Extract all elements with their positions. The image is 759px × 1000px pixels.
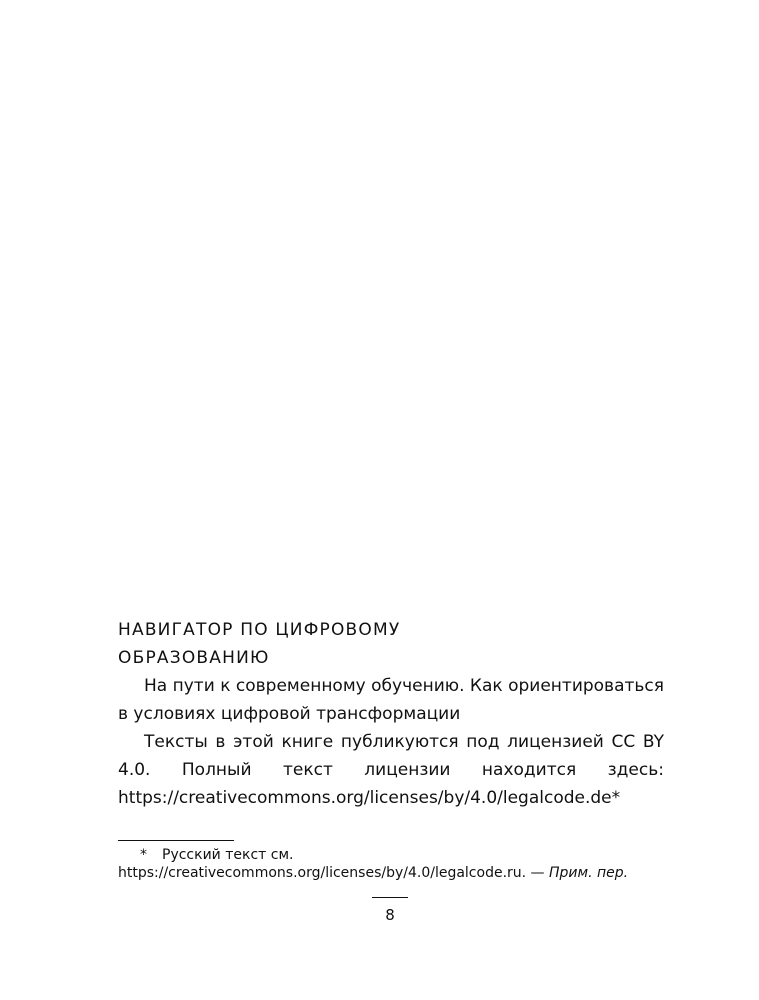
license-text: Тексты в этой книге публикуются под лицензией CC BY 4.0. Полный текст лицензии находится здесь: https://creativecommons.org/licenses/by/4.0/legalcode.de* — [118, 732, 664, 808]
page-number: 8 — [385, 906, 395, 924]
translator-note: Прим. пер. — [549, 865, 629, 881]
page-number-divider — [372, 897, 408, 898]
footnote-text: Русский текст см. https://creativecommons.org/licenses/by/4.0/legalcode.ru. — — [118, 847, 549, 881]
footnote — [118, 846, 664, 882]
title-block — [118, 616, 664, 812]
book-title-line-2: ОБРАЗОВАНИЮ — [118, 648, 270, 668]
footnote-marker: * — [140, 847, 147, 863]
book-subtitle: На пути к современному обучению. Как ориентироваться в условиях цифровой трансформации — [118, 676, 664, 724]
footnote-divider — [118, 840, 234, 841]
book-title-line-1: НАВИГАТОР ПО ЦИФРОВОМУ — [118, 620, 401, 640]
